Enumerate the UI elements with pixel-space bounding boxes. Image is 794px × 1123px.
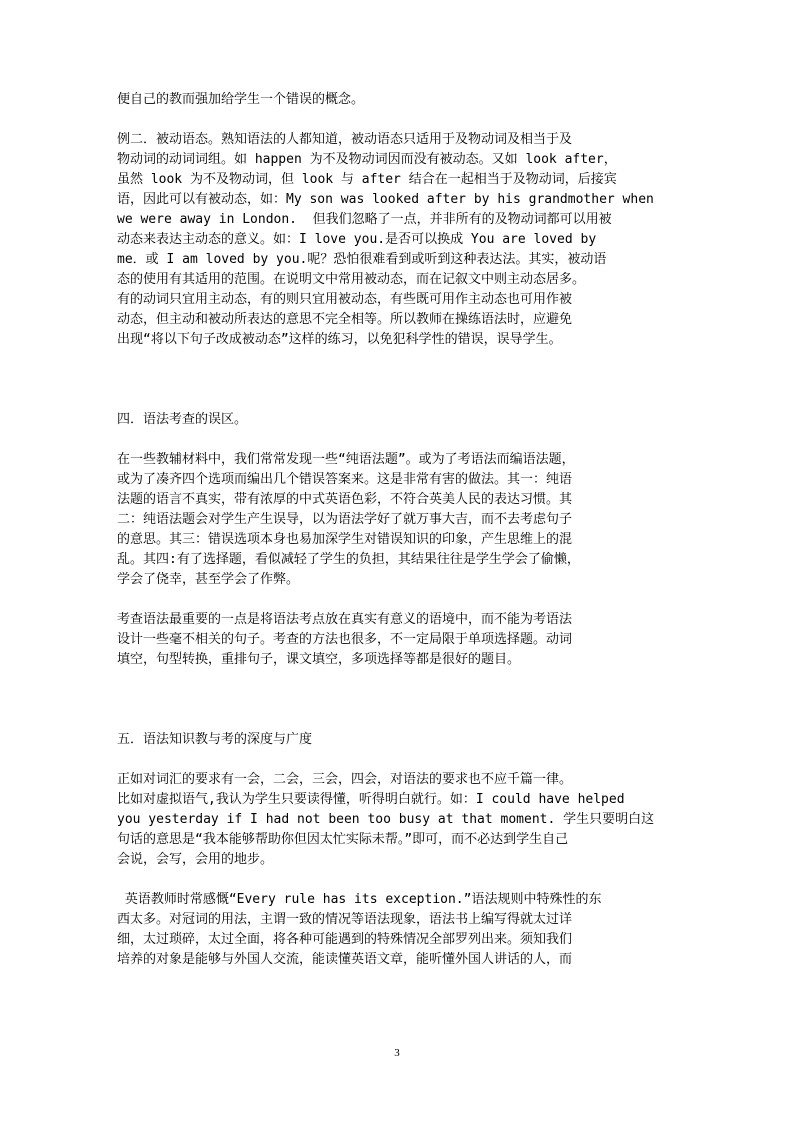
text-line: 例二．被动语态。熟知语法的人都知道，被动语态只适用于及物动词及相当于及	[117, 132, 573, 147]
text-line: 便自己的教而强加给学生一个错误的概念。	[117, 92, 365, 107]
paragraph-exceptions	[117, 890, 699, 970]
text-line: 学会了侥幸，甚至学会了作弊。	[117, 572, 300, 587]
text-line: 出现“将以下句子改成被动态”这样的练习，以免犯科学性的错误，误导学生。	[117, 332, 562, 347]
heading-text: 五．语法知识教与考的深度与广度	[117, 732, 313, 747]
text-line: 填空，句型转换，重排句子，课文填空，多项选择等都是很好的题目。	[117, 652, 521, 667]
text-line: 考查语法最重要的一点是将语法考点放在真实有意义的语境中，而不能为考语法	[117, 612, 573, 627]
section-heading-4	[117, 410, 699, 430]
text-line: me．或 I am loved by you.呢？恐怕很难看到或听到这种表达法。其实，被动语	[117, 252, 607, 267]
page-body	[117, 90, 699, 970]
text-line: 乱。其四:有了选择题，看似减轻了学生的负担，其结果往往是学生学会了偷懒，	[117, 552, 580, 567]
text-line: 虽然 look 为不及物动词，但 look 与 after 结合在一起相当于及物动词，后接宾	[117, 172, 617, 187]
text-line: 会说，会写，会用的地步。	[117, 852, 274, 867]
text-line: 态的使用有其适用的范围。在说明文中常用被动态，而在记叙文中则主动态居多。	[117, 272, 586, 287]
text-line: 英语教师时常感慨“Every rule has its exception.”语法规则中特殊性的东	[117, 892, 602, 907]
text-line: 语，因此可以有被动态，如：My son was looked after by his grandmother when	[117, 192, 654, 207]
text-line: 动态，但主动和被动所表达的意思不完全相等。所以教师在操练语法时，应避免	[117, 312, 573, 327]
text-line: 句话的意思是“我本能够帮助你但因太忙实际未帮。”即可，而不必达到学生自己	[117, 832, 569, 847]
text-line: 二：纯语法题会对学生产生误导，以为语法学好了就万事大吉，而不去考虑句子	[117, 512, 573, 527]
text-line: you yesterday if I had not been too busy at that moment. 学生只要明白这	[117, 812, 655, 827]
page-number: 3	[394, 1047, 400, 1059]
text-line: 正如对词汇的要求有一会，二会，三会，四会，对语法的要求也不应千篇一律。	[117, 772, 573, 787]
paragraph-depth-breadth	[117, 770, 699, 870]
text-line: 动态来表达主动态的意义。如：I love you.是否可以换成 You are loved by	[117, 232, 597, 247]
text-line: 或为了凑齐四个选项而编出几个错误答案来。这是非常有害的做法。其一：纯语	[117, 472, 573, 487]
text-line: 西太多。对冠词的用法，主谓一致的情况等语法现象，语法书上编写得就太过详	[117, 912, 573, 927]
text-line: 细，太过琐碎，太过全面，将各种可能遇到的特殊情况全部罗列出来。须知我们	[117, 932, 573, 947]
paragraph-passive-voice	[117, 130, 699, 350]
section-heading-5	[117, 730, 699, 750]
text-line: 法题的语言不真实，带有浓厚的中式英语色彩，不符合英美人民的表达习惯。其	[117, 492, 573, 507]
text-line: 培养的对象是能够与外国人交流，能读懂英语文章，能听懂外国人讲话的人，而	[117, 952, 573, 967]
text-line: 设计一些毫不相关的句子。考查的方法也很多，不一定局限于单项选择题。动词	[117, 632, 573, 647]
paragraph-continuation	[117, 90, 699, 110]
heading-text: 四．语法考查的误区。	[117, 412, 248, 427]
paragraph-pure-grammar	[117, 450, 699, 590]
paragraph-testing-grammar	[117, 610, 699, 670]
text-line: we were away in London. 但我们忽略了一点，并非所有的及物动词都可以用被	[117, 212, 612, 227]
text-line: 有的动词只宜用主动态，有的则只宜用被动态，有些既可用作主动态也可用作被	[117, 292, 573, 307]
text-line: 的意思。其三：错误选项本身也易加深学生对错误知识的印象，产生思维上的混	[117, 532, 573, 547]
text-line: 比如对虚拟语气,我认为学生只要读得懂，听得明白就行。如：I could have helped	[117, 792, 625, 807]
text-line: 物动词的动词词组。如 happen 为不及物动词因而没有被动态。又如 look after，	[117, 152, 617, 167]
text-line: 在一些教辅材料中，我们常常发现一些“纯语法题”。或为了考语法而编语法题，	[117, 452, 575, 467]
